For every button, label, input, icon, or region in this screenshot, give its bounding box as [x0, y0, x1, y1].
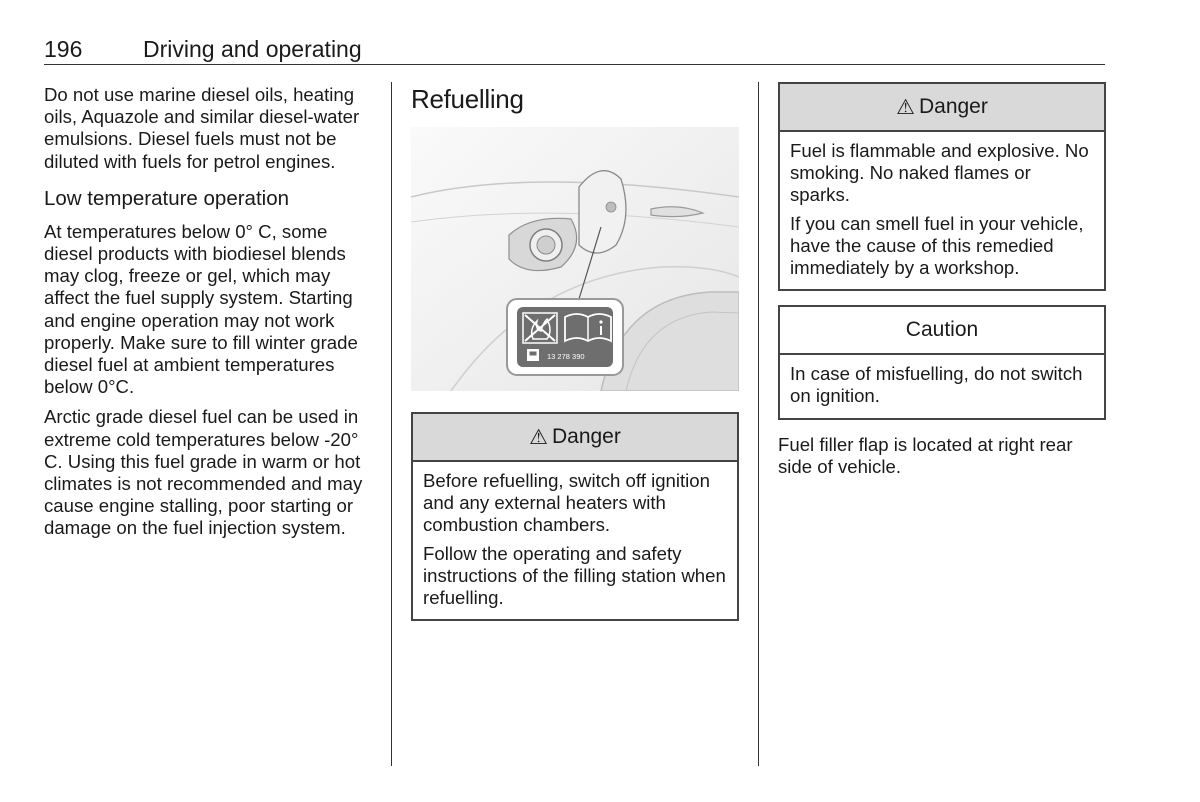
- warning-triangle-icon: ⚠: [896, 95, 915, 119]
- column-2: [411, 84, 739, 635]
- column-1: [44, 84, 374, 548]
- caution-box: [778, 305, 1106, 419]
- filler-flap-paragraph: Fuel filler flap is located at right rear side of vehicle.: [778, 433, 1073, 477]
- intro-paragraph: Do not use marine diesel oils, heating oils, Aquazole and similar diesel-water emulsions. Diesel fuels must not be diluted with fuels for petrol engines.: [44, 84, 360, 172]
- page-number: 196: [44, 36, 83, 62]
- column-divider-1: [391, 82, 392, 766]
- danger-paragraph-2: Follow the operating and safety instructions of the filling station when refuelling.: [423, 542, 726, 609]
- label-code: 13 278 390: [547, 352, 585, 361]
- danger-box-fuel: [778, 82, 1106, 291]
- warning-triangle-icon: ⚠: [529, 425, 548, 449]
- caution-title: Caution: [905, 318, 979, 342]
- fuel-filler-illustration: [411, 127, 739, 391]
- section-title: Driving and operating: [143, 36, 362, 62]
- column-3: [778, 82, 1106, 486]
- danger-paragraph-1: Before refuelling, switch off ignition and any external heaters with combustion chambers.: [423, 470, 710, 536]
- danger-box-header: [780, 84, 1104, 132]
- caution-box-header: [780, 307, 1104, 355]
- danger-title: Danger: [551, 425, 621, 448]
- danger-paragraph-2: If you can smell fuel in your vehicle, have the cause of this remedied immediately by a workshop.: [790, 212, 1084, 279]
- caution-paragraph: In case of misfuelling, do not switch on ignition.: [790, 363, 1083, 407]
- refuelling-heading: Refuelling: [411, 84, 524, 114]
- danger-box-refuelling: [411, 412, 739, 621]
- low-temperature-paragraph-1: At temperatures below 0° C, some diesel products with biodiesel blends may clog, freeze or gel, which may affect the fuel supply system. Starting and engine operation may not work properly. Make sure to fill winter grade diesel fuel at ambient temperatures below 0°C.: [44, 220, 358, 398]
- low-temperature-heading: Low temperature operation: [44, 186, 290, 210]
- page-header: [44, 34, 1105, 65]
- danger-paragraph-1: Fuel is flammable and explosive. No smoking. No naked flames or sparks.: [790, 140, 1089, 206]
- danger-title: Danger: [918, 95, 988, 118]
- danger-box-header: [413, 414, 737, 462]
- column-divider-2: [758, 82, 759, 766]
- no-flame-icon: [523, 313, 557, 343]
- low-temperature-paragraph-2: Arctic grade diesel fuel can be used in extreme cold temperatures below -20° C. Using this fuel grade in warm or hot climates is not recommended and may cause engine stalling, poor starting or damage on the fuel injection system.: [44, 406, 363, 539]
